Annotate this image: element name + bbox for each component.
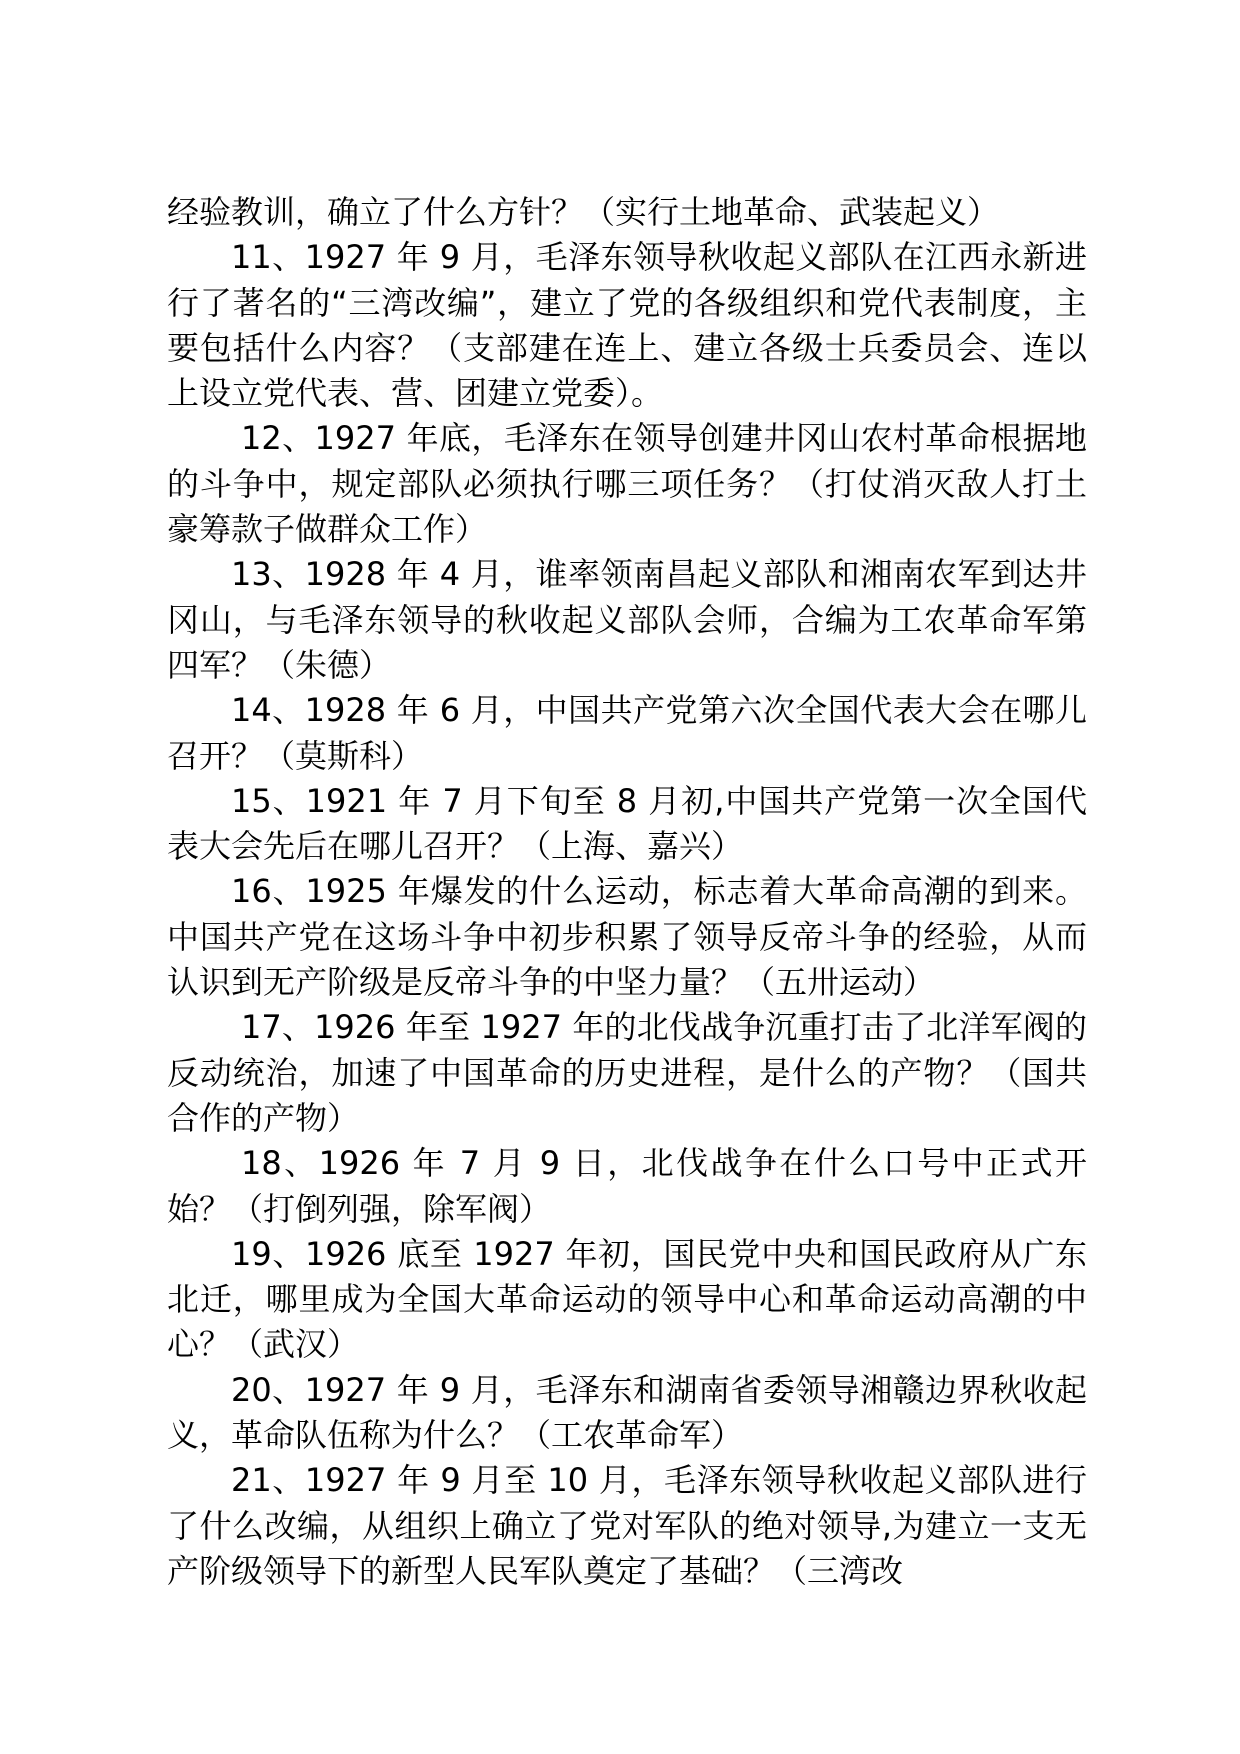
paragraph-q17: 17、1926 年至 1927 年的北伐战争沉重打击了北洋军阀的反动统治，加速了中国革命的历史进程，是什么的产物？（国共合作的产物） xyxy=(167,1008,1087,1137)
paragraph-q11: 11、1927 年 9 月，毛泽东领导秋收起义部队在江西永新进行了著名的“三湾改编”，建立了党的各级组织和党代表制度，主要包括什么内容？（支部建在连上、建立各级士兵委员会、连以上设立党代表、营、团建立党委）。 xyxy=(167,238,1087,413)
document-page xyxy=(167,190,1087,1594)
paragraph-q12: 12、1927 年底，毛泽东在领导创建井冈山农村革命根据地的斗争中，规定部队必须执行哪三项任务？（打仗消灭敌人打土豪筹款子做群众工作） xyxy=(167,419,1087,549)
paragraph-continuation: 经验教训，确立了什么方针？（实行土地革命、武装起义） xyxy=(167,193,1000,231)
paragraph-q18: 18、1926 年 7 月 9 日，北伐战争在什么口号中正式开始？（打倒列强，除军阀） xyxy=(167,1144,1087,1228)
paragraph-q13: 13、1928 年 4 月，谁率领南昌起义部队和湘南农军到达井冈山，与毛泽东领导的秋收起义部队会师，合编为工农革命军第四军？（朱德） xyxy=(167,555,1087,684)
paragraph-q15: 15、1921 年 7 月下旬至 8 月初,中国共产党第一次全国代表大会先后在哪儿召开？（上海、嘉兴） xyxy=(167,781,1087,866)
paragraph-q20: 20、1927 年 9 月，毛泽东和湖南省委领导湘赣边界秋收起义，革命队伍称为什么？（工农革命军） xyxy=(167,1370,1087,1455)
paragraph-q16: 16、1925 年爆发的什么运动，标志着大革命高潮的到来。中国共产党在这场斗争中初步积累了领导反帝斗争的经验，从而认识到无产阶级是反帝斗争的中坚力量？（五卅运动） xyxy=(167,872,1087,1002)
paragraph-q14: 14、1928 年 6 月，中国共产党第六次全国代表大会在哪儿召开？（莫斯科） xyxy=(167,691,1087,775)
paragraph-q19: 19、1926 底至 1927 年初，国民党中央和国民政府从广东北迁，哪里成为全国大革命运动的领导中心和革命运动高潮的中心？（武汉） xyxy=(167,1234,1087,1364)
paragraph-q21: 21、1927 年 9 月至 10 月，毛泽东领导秋收起义部队进行了什么改编，从组织上确立了党对军队的绝对领导,为建立一支无产阶级领导下的新型人民军队奠定了基础？（三湾改 xyxy=(167,1461,1087,1590)
